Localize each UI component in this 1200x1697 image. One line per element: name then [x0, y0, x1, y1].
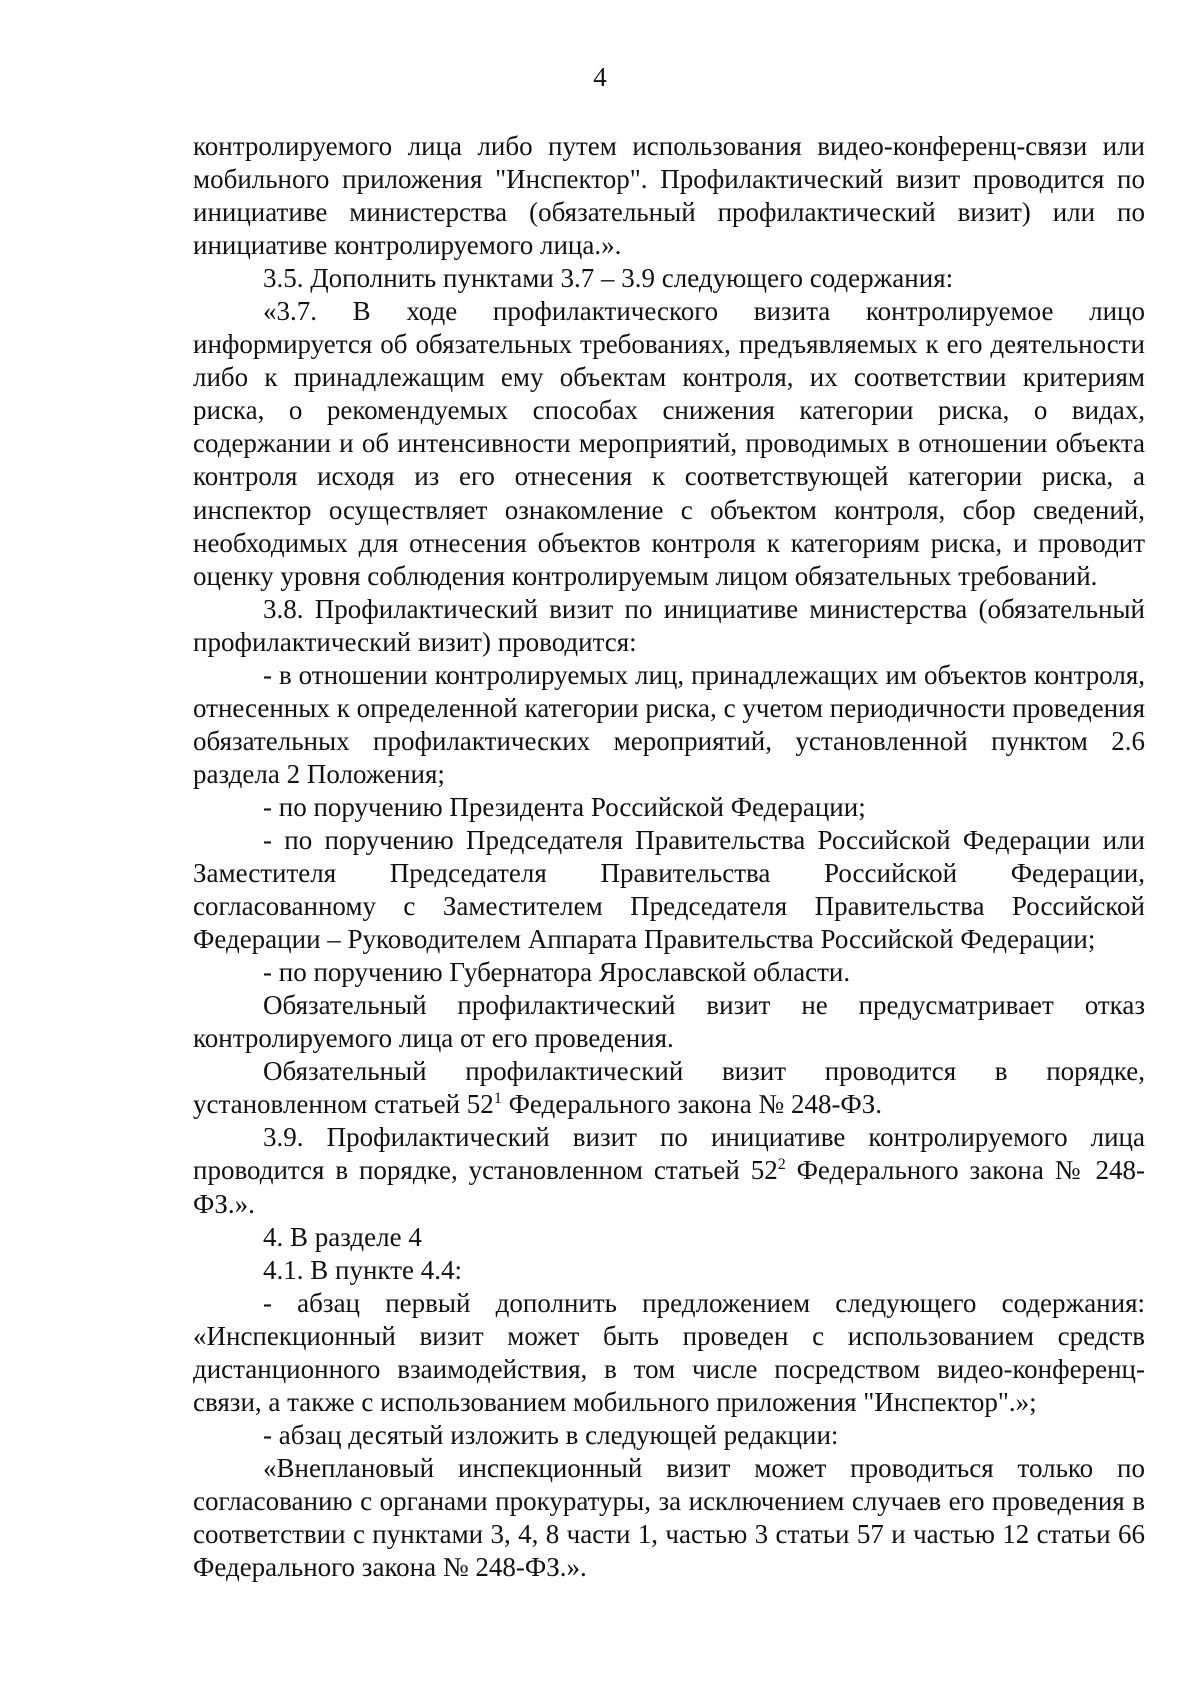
paragraph-text: Федерального закона № 248-ФЗ. [501, 1089, 883, 1120]
paragraph-3-5: 3.5. Дополнить пунктами 3.7 – 3.9 следующего содержания: [263, 263, 954, 294]
paragraph-article-52-1 [193, 1055, 1145, 1121]
paragraph-text: Обязательный профилактический визит проводится в порядке, установленном статьей 52 [193, 1056, 1145, 1120]
list-item-government-chair: - по поручению Председателя Правительства Российской Федерации или Заместителя Председателя Правительства Российской Федерации, согласованному с Заместителем Председателя Правительства Российской Федерации – Руководителем Аппарата Правительства Российской Федерации; [193, 824, 1145, 955]
paragraph-text: Федерального закона № 248-ФЗ.». [193, 1155, 1146, 1219]
paragraph-4-1: 4.1. В пункте 4.4: [263, 1254, 462, 1285]
paragraph-text: 3.9. Профилактический визит по инициативе контролируемого лица проводится в порядке, установленном статьей 52 [193, 1122, 1145, 1186]
page-number: 4 [593, 62, 607, 92]
list-item-first-paragraph: - абзац первый дополнить предложением следующего содержания: «Инспекционный визит может быть проведен с использованием средств дистанционного взаимодействия, в том числе посредством видео-конференц-связи, а также с использованием мобильного приложения "Инспектор".»; [193, 1287, 1145, 1417]
paragraph-3-8: 3.8. Профилактический визит по инициативе министерства (обязательный профилактический визит) проводится: [193, 593, 1145, 657]
list-item-risk-category: - в отношении контролируемых лиц, принадлежащих им объектов контроля, отнесенных к определенной категории риска, с учетом периодичности проведения обязательных профилактических мероприятий, установленной пунктом 2.6 раздела 2 Положения; [193, 659, 1145, 789]
list-item-governor: - по поручению Губернатора Ярославской области. [263, 957, 851, 988]
paragraph-3-9 [193, 1121, 1145, 1220]
document-body [193, 130, 1145, 1584]
paragraph-continuation: контролируемого лица либо путем использования видео-конференц-связи или мобильного приложения "Инспектор". Профилактический визит проводится по инициативе министерства (обязательный профилактический визит) или по инициативе контролируемого лица.». [193, 131, 1145, 261]
paragraph-no-refusal: Обязательный профилактический визит не предусматривает отказ контролируемого лица от его проведения. [193, 990, 1145, 1054]
superscript: 2 [777, 1156, 786, 1174]
list-item-tenth-paragraph: - абзац десятый изложить в следующей редакции: [263, 1419, 839, 1450]
list-item-president: - по поручению Президента Российской Федерации; [263, 791, 866, 822]
paragraph-3-7: «3.7. В ходе профилактического визита контролируемое лицо информируется об обязательных требованиях, предъявляемых к его деятельности либо к принадлежащим ему объектам контроля, их соответствии критериям риска, о рекомендуемых способах снижения категории риска, о видах, содержании и об интенсивности мероприятий, проводимых в отношении объекта контроля исходя из его отнесения к соответствующей категории риска, а инспектор осуществляет ознакомление с объектом контроля, сбор сведений, необходимых для отнесения объектов контроля к категориям риска, и проводит оценку уровня соблюдения контролируемым лицом обязательных требований. [193, 296, 1145, 591]
paragraph-section-4: 4. В разделе 4 [263, 1221, 422, 1252]
superscript: 1 [493, 1090, 502, 1108]
paragraph-unscheduled-visit: «Внеплановый инспекционный визит может проводиться только по согласованию с органами прокуратуры, за исключением случаев его проведения в соответствии с пунктами 3, 4, 8 части 1, частью 3 статьи 57 и частью 12 статьи 66 Федерального закона № 248-ФЗ.». [193, 1452, 1145, 1583]
